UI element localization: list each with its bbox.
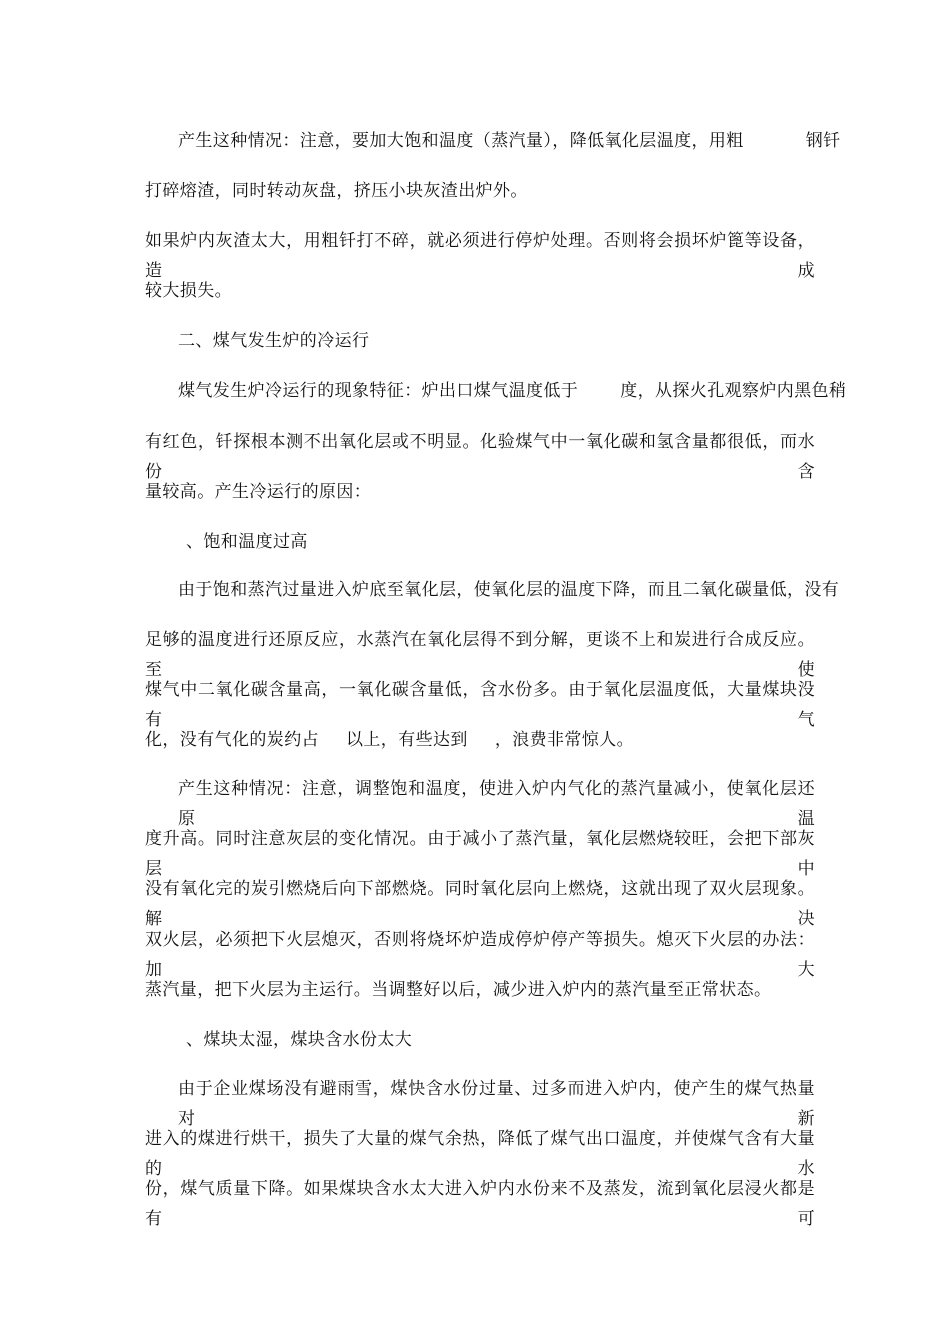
paragraph-5-line-4: 双火层，必须把下火层熄灭，否则将烧坏炉造成停炉停产等损失。熄灭下火层的办法：加大 [145, 930, 815, 980]
paragraph-3-line-2: 有红色，钎探根本测不出氧化层或不明显。化验煤气中一氧化碳和氢含量都很低，而水份含 [145, 432, 815, 482]
paragraph-1-line-2: 打碎熔渣，同时转动灰盘，挤压小块灰渣出炉外。 [145, 181, 528, 201]
paragraph-1-line-1-text-b: 钢钎 [805, 131, 841, 151]
paragraph-4-line-1: 由于饱和蒸汽过量进入炉底至氧化层，使氧化层的温度下降，而且二氧化碳量低，没有 [178, 580, 840, 600]
paragraph-6-line-1: 由于企业煤场没有避雨雪，煤快含水份过量、过多而进入炉内，使产生的煤气热量对新 [178, 1079, 815, 1129]
item-1-heading: 、饱和温度过高 [186, 532, 308, 552]
paragraph-6-line-2: 进入的煤进行烘干，损失了大量的煤气余热，降低了煤气出口温度，并使煤气含有大量的水 [145, 1129, 815, 1179]
paragraph-2-line-1: 如果炉内灰渣太大，用粗钎打不碎，就必须进行停炉处理。否则将会损坏炉篦等设备，造成 [145, 231, 815, 281]
section-heading: 二、煤气发生炉的冷运行 [178, 331, 370, 351]
item-2-heading: 、煤块太湿，煤块含水份太大 [186, 1030, 413, 1050]
paragraph-3-line-1 [178, 376, 848, 406]
paragraph-4-line-4-text-b: 以上，有些达到 [346, 730, 468, 750]
paragraph-4-line-4-text-c: ，浪费非常惊人。 [494, 730, 635, 750]
paragraph-1-line-1-text-a: 产生这种情况：注意，要加大饱和温度（蒸汽量），降低氧化层温度，用粗 [178, 131, 744, 151]
paragraph-5-line-5: 蒸汽量，把下火层为主运行。当调整好以后，减少进入炉内的蒸汽量至正常状态。 [145, 980, 772, 1000]
paragraph-6-line-3: 份，煤气质量下降。如果煤块含水太大进入炉内水份来不及蒸发，流到氧化层浸火都是有可 [145, 1179, 815, 1229]
paragraph-4-line-2: 足够的温度进行还原反应，水蒸汽在氧化层得不到分解，更谈不上和炭进行合成反应。至使 [145, 630, 815, 680]
paragraph-4-line-3: 煤气中二氧化碳含量高，一氧化碳含量低，含水份多。由于氧化层温度低，大量煤块没有气 [145, 680, 815, 730]
paragraph-4-line-4 [145, 725, 815, 755]
paragraph-3-line-1-text-b: 度，从探火孔观察炉内黑色稍 [620, 381, 847, 401]
paragraph-5-line-1: 产生这种情况：注意，调整饱和温度，使进入炉内气化的蒸汽量减小，使氧化层还原温 [178, 779, 815, 829]
paragraph-3-line-3: 量较高。产生冷运行的原因： [145, 482, 372, 502]
paragraph-3-line-1-text-a: 煤气发生炉冷运行的现象特征：炉出口煤气温度低于 [178, 381, 579, 401]
paragraph-1-line-1 [178, 126, 848, 156]
paragraph-2-line-2: 较大损失。 [145, 281, 232, 301]
paragraph-5-line-2: 度升高。同时注意灰层的变化情况。由于减小了蒸汽量，氧化层燃烧较旺，会把下部灰层中 [145, 829, 815, 879]
paragraph-4-line-4-text-a: 化，没有气化的炭约占 [145, 730, 319, 750]
paragraph-5-line-3: 没有氧化完的炭引燃烧后向下部燃烧。同时氧化层向上燃烧，这就出现了双火层现象。解决 [145, 879, 815, 929]
